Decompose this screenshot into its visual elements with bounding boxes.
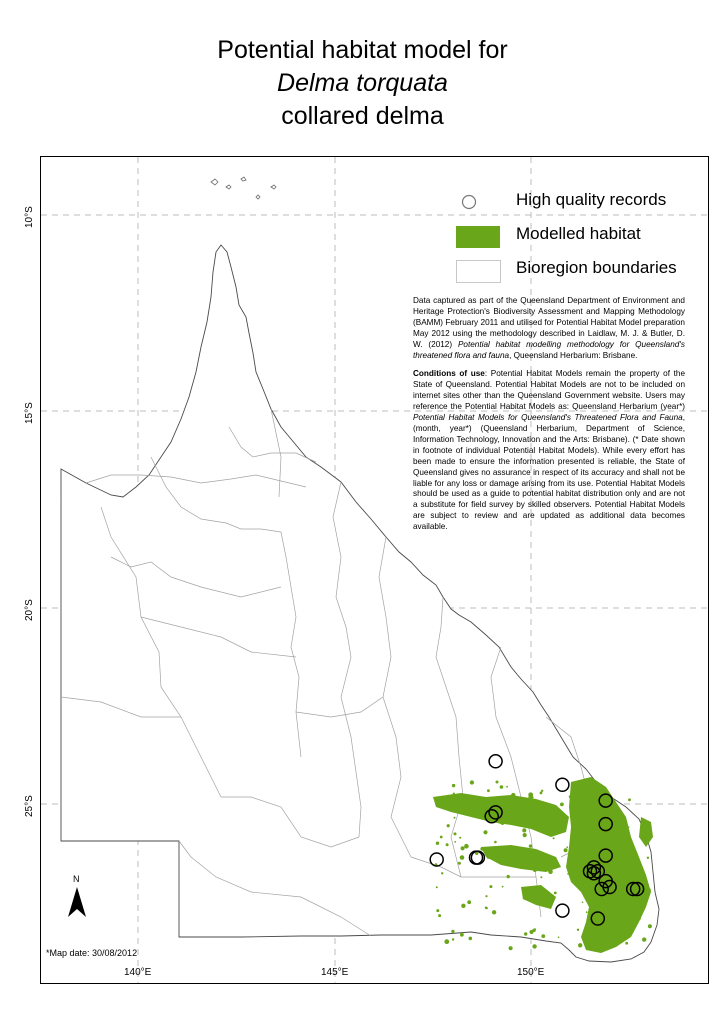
habitat-speck — [511, 793, 515, 797]
habitat-speck — [614, 924, 616, 926]
habitat-speck — [466, 806, 469, 809]
habitat-speck — [444, 939, 449, 944]
habitat-speck — [541, 856, 544, 859]
habitat-speck — [589, 890, 591, 892]
habitat-speck — [535, 801, 539, 805]
habitat-speck — [570, 844, 573, 847]
habitat-speck — [641, 869, 643, 871]
lon-label-140: 140°E — [124, 967, 152, 978]
habitat-speck — [541, 934, 545, 938]
habitat-speck — [447, 824, 450, 827]
habitat-speck — [452, 938, 454, 940]
habitat-speck — [528, 792, 533, 797]
lat-label-25: 25°S — [24, 795, 35, 817]
torres-strait-islands — [211, 177, 276, 199]
habitat-speck — [593, 837, 598, 842]
habitat-speck — [640, 836, 643, 839]
habitat-speck — [485, 907, 488, 910]
habitat-speck — [496, 781, 499, 784]
habitat-speck — [540, 819, 544, 823]
habitat-speck — [580, 810, 582, 812]
habitat-speck — [540, 792, 543, 795]
habitat-speck — [625, 861, 627, 863]
habitat-speck — [506, 786, 508, 788]
habitat-speck — [642, 937, 646, 941]
habitat-speck — [621, 856, 623, 858]
habitat-speck — [591, 798, 594, 801]
habitat-speck — [460, 855, 465, 860]
habitat-speck — [647, 857, 649, 859]
habitat-speck — [567, 873, 569, 875]
habitat-speck — [489, 885, 492, 888]
habitat-speck — [524, 932, 527, 935]
habitat-speck — [461, 904, 465, 908]
habitat-speck — [558, 937, 560, 939]
habitat-speck — [507, 875, 510, 878]
bioregion-swatch-icon — [456, 260, 506, 284]
habitat-speck — [487, 789, 490, 792]
habitat-speck — [542, 852, 544, 854]
habitat-speck — [454, 841, 456, 843]
habitat-speck — [648, 893, 650, 895]
habitat-speck — [483, 830, 487, 834]
habitat-speck — [591, 836, 593, 838]
legend-habitat — [456, 222, 706, 256]
habitat-speck — [509, 946, 513, 950]
data-disclaimer — [413, 296, 685, 541]
habitat-speck — [560, 803, 564, 807]
habitat-speck — [582, 901, 584, 903]
habitat-speck — [532, 856, 534, 858]
lat-label-15: 15°S — [24, 402, 35, 424]
habitat-speck — [523, 833, 527, 837]
legend-records — [456, 188, 706, 222]
habitat-speck — [577, 865, 579, 867]
habitat-speck — [501, 822, 504, 825]
conditions-of-use-paragraph: Conditions of use: Potential Habitat Models remain the property of the State of Queensland. Potential Habitat Models are not to be included on internet sites other than the Queensland Government website. Users may reference the Potential Habitat Models as: Queensland Herbarium (year*) Potential Habitat Models for Queensland's Threatened Flora and Fauna, (month, year*) (Queensland Herbarium, Department of Science, Information Technology, Innovation and the Arts: Brisbane). (* Date shown in footnote of individual Potential Habitat Models). While every effort has been made to ensure the information presented is reliable, the State of Queensland gives no assurance in respect of its accuracy and shall not be liable for any loss or damage arising from its use. Potential Habitat Models should be used as a guide to potential habitat distribution only and are not a substitute for field survey by skilled observers. Potential Habitat Models are subject to review and are updated as additional data becomes available. — [413, 369, 685, 532]
habitat-speck — [467, 900, 471, 904]
habitat-speck — [648, 924, 652, 928]
habitat-speck — [533, 868, 537, 872]
habitat-speck — [460, 933, 464, 937]
habitat-speck — [604, 936, 607, 939]
habitat-speck — [508, 819, 512, 823]
habitat-speck — [575, 804, 577, 806]
habitat-speck — [597, 792, 600, 795]
habitat-speck — [530, 930, 534, 934]
habitat-speck — [647, 888, 651, 892]
habitat-speck — [532, 944, 536, 948]
habitat-speck — [601, 840, 604, 843]
habitat-swatch-icon — [456, 226, 506, 250]
habitat-speck — [492, 910, 496, 914]
legend-bioregions — [456, 256, 706, 290]
map-title — [0, 34, 725, 133]
north-arrow-icon — [66, 873, 88, 921]
habitat-speck — [592, 825, 597, 830]
habitat-speck — [557, 817, 560, 820]
habitat-speck — [605, 901, 607, 903]
habitat-speck — [629, 870, 632, 873]
habitat-speck — [438, 914, 441, 917]
habitat-speck — [452, 784, 455, 787]
habitat-speck — [436, 842, 439, 845]
habitat-speck — [586, 911, 588, 913]
habitat-speck — [487, 801, 490, 804]
map-legend — [456, 188, 706, 290]
title-scientific-name: Delma torquata — [277, 69, 448, 97]
habitat-speck — [548, 870, 553, 875]
lon-label-145: 145°E — [321, 967, 349, 978]
habitat-speck — [469, 937, 473, 941]
legend-records-label: High quality records — [516, 190, 667, 209]
habitat-speck — [566, 846, 568, 848]
habitat-speck — [596, 913, 599, 916]
title-line-1: Potential habitat model for — [217, 36, 508, 64]
habitat-speck — [485, 895, 487, 897]
habitat-speck — [453, 808, 456, 811]
title-common-name: collared delma — [281, 102, 444, 130]
habitat-speck — [464, 844, 469, 849]
habitat-speck — [529, 844, 532, 847]
habitat-speck — [628, 826, 630, 828]
habitat-speck — [459, 837, 461, 839]
habitat-speck — [483, 847, 485, 849]
lat-label-10: 10°S — [24, 206, 35, 228]
habitat-speck — [500, 785, 504, 789]
habitat-speck — [454, 832, 457, 835]
habitat-speck — [626, 839, 628, 841]
habitat-speck — [554, 892, 557, 895]
habitat-speck — [553, 837, 555, 839]
habitat-speck — [613, 811, 616, 814]
habitat-speck — [603, 899, 605, 901]
habitat-speck — [458, 862, 461, 865]
habitat-speck — [564, 848, 568, 852]
legend-habitat-label: Modelled habitat — [516, 224, 641, 243]
lon-label-150: 150°E — [517, 967, 545, 978]
lat-label-20: 20°S — [24, 599, 35, 621]
habitat-speck — [534, 823, 538, 827]
habitat-speck — [597, 938, 600, 941]
habitat-speck — [522, 828, 526, 832]
north-label: N — [73, 874, 80, 884]
habitat-speck — [454, 817, 456, 819]
habitat-speck — [488, 849, 491, 852]
habitat-speck — [578, 943, 582, 947]
habitat-speck — [524, 865, 528, 869]
habitat-speck — [446, 843, 449, 846]
habitat-speck — [494, 841, 497, 844]
habitat-speck — [465, 809, 467, 811]
habitat-speck — [534, 807, 537, 810]
habitat-speck — [638, 917, 641, 920]
habitat-speck — [487, 856, 490, 859]
habitat-speck — [440, 836, 443, 839]
map-date: *Map date: 30/08/2012 — [46, 948, 138, 958]
legend-bioregions-label: Bioregion boundaries — [516, 258, 677, 277]
habitat-speck — [569, 795, 572, 798]
habitat-speck — [579, 829, 581, 831]
habitat-speck — [625, 942, 628, 945]
habitat-speck — [555, 864, 557, 866]
habitat-speck — [436, 886, 438, 888]
habitat-speck — [461, 846, 465, 850]
habitat-speck — [518, 811, 522, 815]
habitat-speck — [470, 780, 474, 784]
habitat-speck — [534, 928, 536, 930]
habitat-speck — [579, 841, 583, 845]
record-circle-icon — [456, 192, 506, 216]
habitat-speck — [576, 793, 579, 796]
habitat-speck — [453, 793, 455, 795]
data-source-paragraph: Data captured as part of the Queensland Department of Environment and Heritage Protection's Biodiversity Assessment and Mapping Methodology (BAMM) February 2011 and utilised for Potential Habitat Model preparation May 2012 using the methodology described in Laidlaw, M. J. & Butler, D. W. (2012) Potential habitat modelling methodology for Queensland's threatened flora and fauna, Queensland Herbarium: Brisbane. — [413, 296, 685, 360]
habitat-speck — [549, 835, 551, 837]
habitat-speck — [451, 930, 454, 933]
habitat-speck — [502, 886, 504, 888]
conditions-heading: Conditions of use — [413, 369, 485, 379]
habitat-speck — [523, 896, 527, 900]
habitat-speck — [628, 798, 631, 801]
habitat-speck — [436, 909, 439, 912]
habitat-speck — [577, 929, 579, 931]
habitat-speck — [540, 876, 542, 878]
habitat-speck — [441, 872, 443, 874]
